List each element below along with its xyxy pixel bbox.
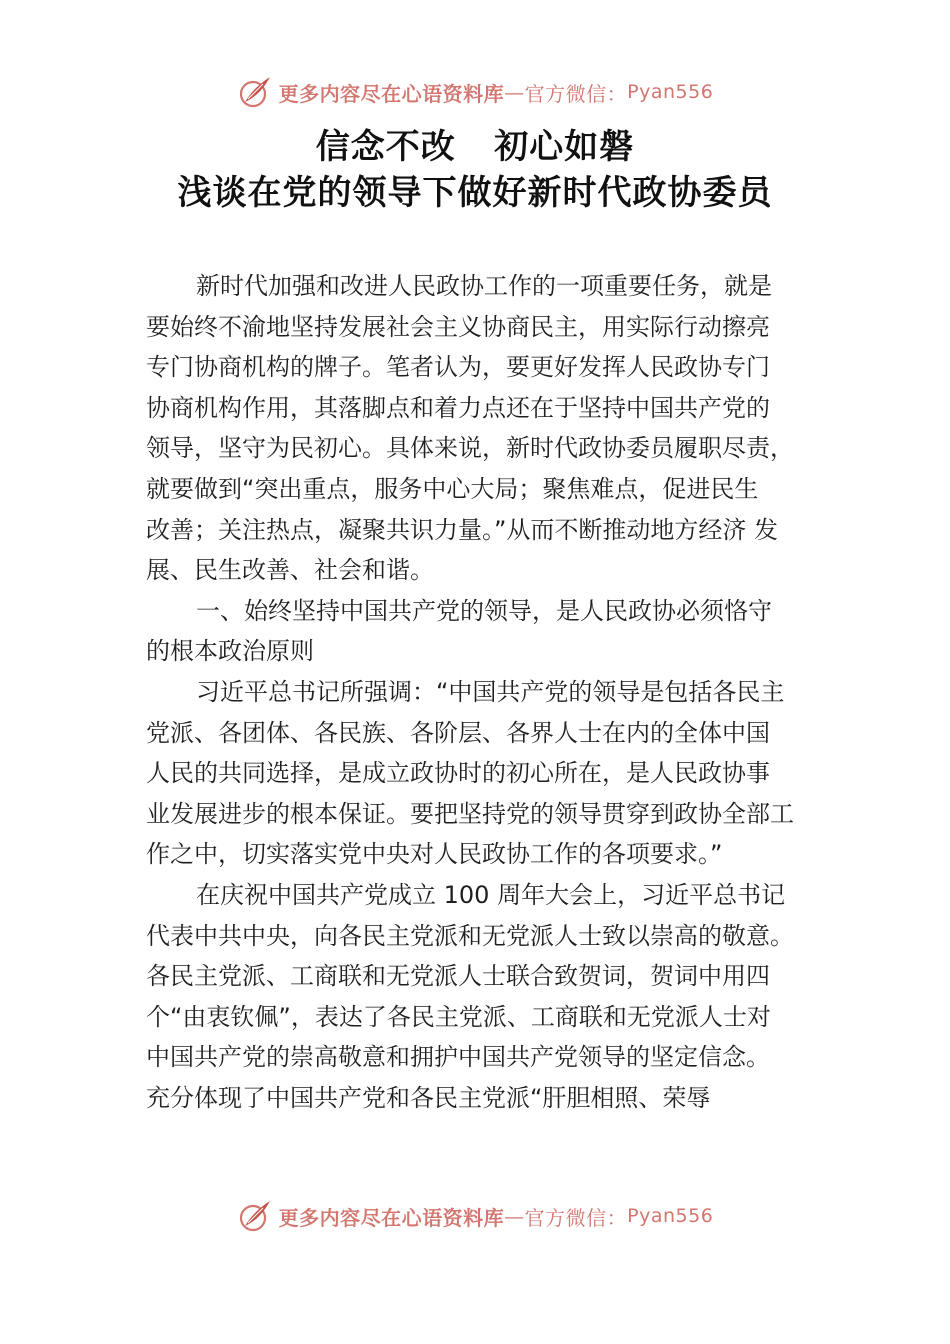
watermark-site-text: 更多内容尽在心语资料库 — [278, 81, 505, 106]
body-line: 要始终不渝地坚持发展社会主义协商民主，用实际行动擦亮 — [146, 312, 770, 341]
section-heading-line: 一、始终坚持中国共产党的领导，是人民政协必须恪守 — [196, 596, 772, 625]
watermark-official-text: 官方微信： — [524, 1205, 628, 1230]
body-line: 协商机构作用，其落脚点和着力点还在于坚持中国共产党的 — [146, 393, 770, 422]
body-line: 充分体现了中国共产党和各民主党派“肝胆相照、荣辱 — [146, 1083, 711, 1112]
watermark-separator: — — [504, 1204, 525, 1228]
body-line: 代表中共中央，向各民主党派和无党派人士致以崇高的敬意。 — [146, 921, 794, 950]
header-watermark — [0, 72, 950, 112]
quill-logo-icon — [237, 74, 273, 110]
body-line: 在庆祝中国共产党成立 100 周年大会上，习近平总书记 — [196, 880, 786, 909]
body-line: 人民的共同选择，是成立政协时的初心所在，是人民政协事 — [146, 759, 770, 788]
body-line: 各民主党派、工商联和无党派人士联合致贺词，贺词中用四 — [146, 962, 770, 991]
body-line: 领导，坚守为民初心。具体来说，新时代政协委员履职尽责， — [146, 434, 794, 463]
footer-watermark — [0, 1196, 950, 1236]
body-line: 专门协商机构的牌子。笔者认为，要更好发挥人民政协专门 — [146, 353, 770, 382]
watermark-site-text: 更多内容尽在心语资料库 — [278, 1205, 505, 1230]
body-line: 习近平总书记所强调：“中国共产党的领导是包括各民主 — [196, 677, 785, 706]
watermark-official-text: 官方微信： — [524, 81, 628, 106]
section-heading-line: 的根本政治原则 — [146, 637, 314, 666]
body-line: 个“由衷钦佩”，表达了各民主党派、工商联和无党派人士对 — [146, 1002, 771, 1031]
body-line: 新时代加强和改进人民政协工作的一项重要任务，就是 — [196, 272, 772, 300]
body-line: 业发展进步的根本保证。要把坚持党的领导贯穿到政协全部工 — [146, 799, 794, 828]
watermark-separator: — — [504, 80, 525, 104]
body-line: 中国共产党的崇高敬意和拥护中国共产党领导的坚定信念。 — [146, 1043, 770, 1072]
body-line: 展、民生改善、社会和谐。 — [146, 556, 434, 585]
watermark-wechat-id: Pyan556 — [627, 81, 714, 103]
title-line-2: 浅谈在党的领导下做好新时代政协委员 — [177, 173, 773, 213]
title-line-1: 信念不改 初心如磐 — [315, 127, 635, 167]
body-line: 作之中，切实落实党中央对人民政协工作的各项要求。” — [146, 840, 723, 869]
document-title — [0, 124, 950, 216]
body-line: 党派、各团体、各民族、各阶层、各界人士在内的全体中国 — [146, 718, 770, 747]
document-body — [146, 266, 808, 1118]
body-line: 改善；关注热点，凝聚共识力量。”从而不断推动地方经济 发 — [146, 515, 779, 544]
body-line: 就要做到“突出重点，服务中心大局；聚焦难点，促进民生 — [146, 474, 759, 503]
watermark-wechat-id: Pyan556 — [627, 1205, 714, 1227]
quill-logo-icon — [237, 1198, 273, 1234]
